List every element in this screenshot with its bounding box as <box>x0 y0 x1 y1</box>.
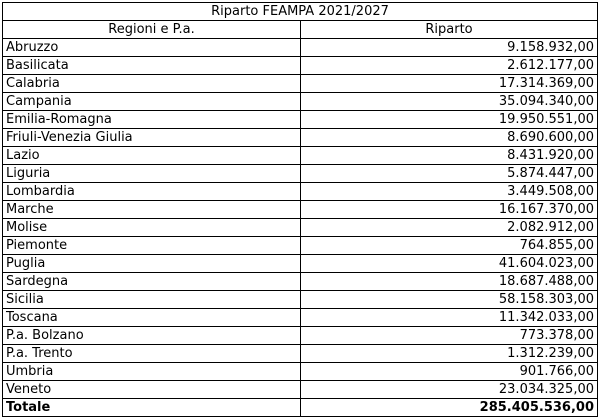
table-row <box>3 345 598 363</box>
amount-cell: 35.094.340,00 <box>301 93 598 111</box>
region-cell: Sicilia <box>3 291 301 309</box>
region-cell: Piemonte <box>3 237 301 255</box>
table-row <box>3 165 598 183</box>
amount-cell: 19.950.551,00 <box>301 111 598 129</box>
amount-cell: 17.314.369,00 <box>301 75 598 93</box>
region-cell: Liguria <box>3 165 301 183</box>
table-row <box>3 129 598 147</box>
table-row <box>3 219 598 237</box>
region-cell: Calabria <box>3 75 301 93</box>
region-cell: Lombardia <box>3 183 301 201</box>
amount-cell: 5.874.447,00 <box>301 165 598 183</box>
amount-cell: 773.378,00 <box>301 327 598 345</box>
region-cell: Molise <box>3 219 301 237</box>
table-row <box>3 381 598 399</box>
total-label: Totale <box>3 399 301 417</box>
table-row <box>3 111 598 129</box>
amount-cell: 8.431.920,00 <box>301 147 598 165</box>
amount-cell: 901.766,00 <box>301 363 598 381</box>
amount-cell: 8.690.600,00 <box>301 129 598 147</box>
table-row <box>3 75 598 93</box>
table-row <box>3 93 598 111</box>
header-row <box>3 21 598 39</box>
table-title: Riparto FEAMPA 2021/2027 <box>3 3 598 21</box>
region-cell: Emilia-Romagna <box>3 111 301 129</box>
amount-cell: 2.612.177,00 <box>301 57 598 75</box>
region-cell: Sardegna <box>3 273 301 291</box>
table-row <box>3 183 598 201</box>
amount-cell: 9.158.932,00 <box>301 39 598 57</box>
table-row <box>3 39 598 57</box>
region-cell: Veneto <box>3 381 301 399</box>
total-amount: 285.405.536,00 <box>301 399 598 417</box>
amount-cell: 11.342.033,00 <box>301 309 598 327</box>
amount-cell: 23.034.325,00 <box>301 381 598 399</box>
amount-cell: 3.449.508,00 <box>301 183 598 201</box>
table-body <box>3 39 598 399</box>
riparto-table <box>2 2 598 417</box>
table-row <box>3 363 598 381</box>
amount-cell: 1.312.239,00 <box>301 345 598 363</box>
amount-cell: 58.158.303,00 <box>301 291 598 309</box>
region-cell: Toscana <box>3 309 301 327</box>
column-header-amount: Riparto <box>301 21 598 39</box>
amount-cell: 18.687.488,00 <box>301 273 598 291</box>
region-cell: Abruzzo <box>3 39 301 57</box>
total-row <box>3 399 598 417</box>
region-cell: Friuli-Venezia Giulia <box>3 129 301 147</box>
region-cell: Lazio <box>3 147 301 165</box>
region-cell: Basilicata <box>3 57 301 75</box>
amount-cell: 16.167.370,00 <box>301 201 598 219</box>
table-row <box>3 327 598 345</box>
region-cell: P.a. Trento <box>3 345 301 363</box>
table-row <box>3 201 598 219</box>
amount-cell: 2.082.912,00 <box>301 219 598 237</box>
amount-cell: 764.855,00 <box>301 237 598 255</box>
table-row <box>3 291 598 309</box>
table-row <box>3 273 598 291</box>
region-cell: Puglia <box>3 255 301 273</box>
title-row <box>3 3 598 21</box>
column-header-region: Regioni e P.a. <box>3 21 301 39</box>
region-cell: Campania <box>3 93 301 111</box>
region-cell: Umbria <box>3 363 301 381</box>
table-row <box>3 147 598 165</box>
region-cell: Marche <box>3 201 301 219</box>
table-row <box>3 57 598 75</box>
table-row <box>3 255 598 273</box>
table-row <box>3 237 598 255</box>
region-cell: P.a. Bolzano <box>3 327 301 345</box>
amount-cell: 41.604.023,00 <box>301 255 598 273</box>
table-row <box>3 309 598 327</box>
